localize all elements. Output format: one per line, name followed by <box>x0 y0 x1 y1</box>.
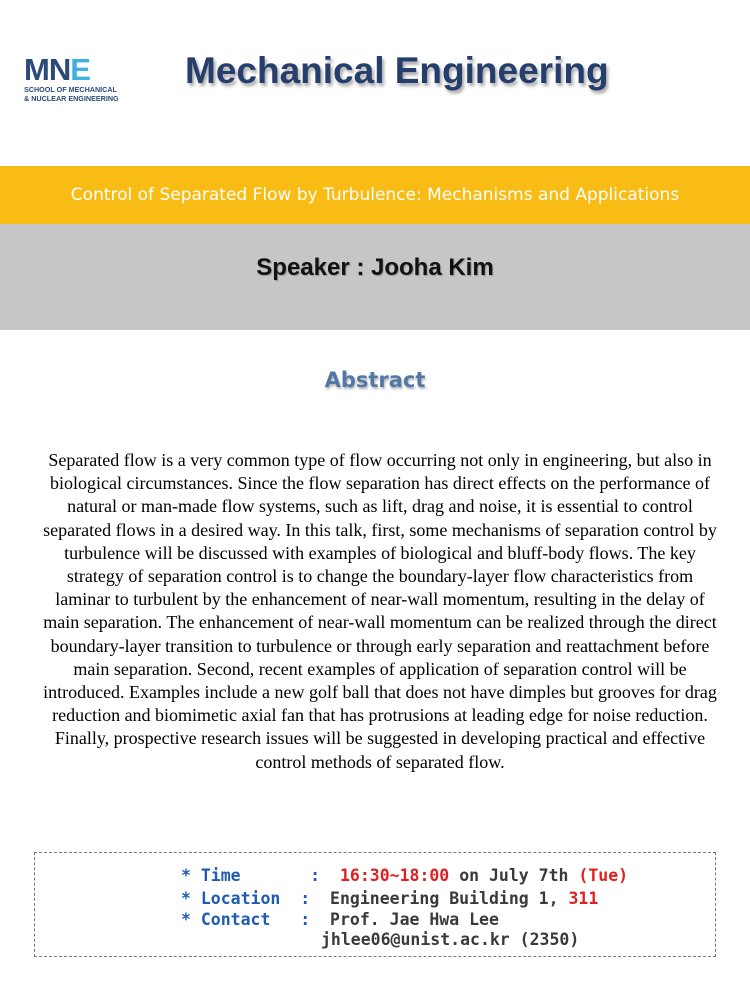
contact-label: * Contact <box>181 910 271 929</box>
time-label: * Time <box>181 866 241 885</box>
abstract-heading: Abstract <box>324 368 426 392</box>
time-separator: : <box>310 866 321 885</box>
mne-logo <box>24 52 142 108</box>
time-day: (Tue) <box>578 866 629 885</box>
location-separator: : <box>300 889 311 908</box>
logo-line-1: SCHOOL OF MECHANICAL <box>24 85 117 94</box>
talk-title: Control of Separated Flow by Turbulence: Mechanisms and Applications <box>70 184 680 205</box>
contact-email-line <box>321 929 579 950</box>
speaker-name: Speaker : Jooha Kim <box>256 254 494 281</box>
contact-name: Prof. Jae Hwa Lee <box>330 910 499 929</box>
talk-title-band <box>0 166 750 224</box>
department-title: Mechanical Engineering <box>185 50 609 91</box>
logo-line-2: & NUCLEAR ENGINEERING <box>24 93 119 103</box>
time-value: 16:30~18:00 <box>339 866 450 885</box>
speaker-band <box>0 224 750 330</box>
contact-separator: : <box>300 910 311 929</box>
logo-letters: MNE <box>24 52 90 87</box>
contact-line <box>181 909 499 930</box>
time-line <box>181 865 628 886</box>
contact-email: jhlee06@unist.ac.kr (2350) <box>321 930 580 949</box>
location-value: Engineering Building 1, <box>330 889 559 908</box>
location-line <box>181 888 598 909</box>
location-room: 311 <box>568 889 599 908</box>
event-info-box <box>34 852 716 957</box>
time-date: on July 7th <box>459 866 569 885</box>
location-label: * Location <box>181 889 281 908</box>
abstract-body: Separated flow is a very common type of flow occurring not only in engineering, but also in biological circumstances. Since the flow separation has direct effects on the performance of natural or man-made flow systems, such as lift, drag and noise, it is essential to control separated flows in a desired way. In this talk, first, some mechanisms of separation control by turbulence will be discussed with examples of biological and bluff-body flows. The key strategy of separation control is to change the boundary-layer flow characteristics from laminar to turbulent by the enhancement of near-wall momentum, resulting in the delay of main separation. The enhancement of near-wall momentum can be realized through the direct boundary-layer transition to turbulence or through early separation and reattachment before main separation. Second, recent examples of application of separation control will be introduced. Examples include a new golf ball that does not have dimples but grooves for drag reduction and biomimetic axial fan that has protrusions at leading edge for noise reduction. Finally, prospective research issues will be suggested in developing practical and effective control methods of separated flow. <box>43 450 717 772</box>
